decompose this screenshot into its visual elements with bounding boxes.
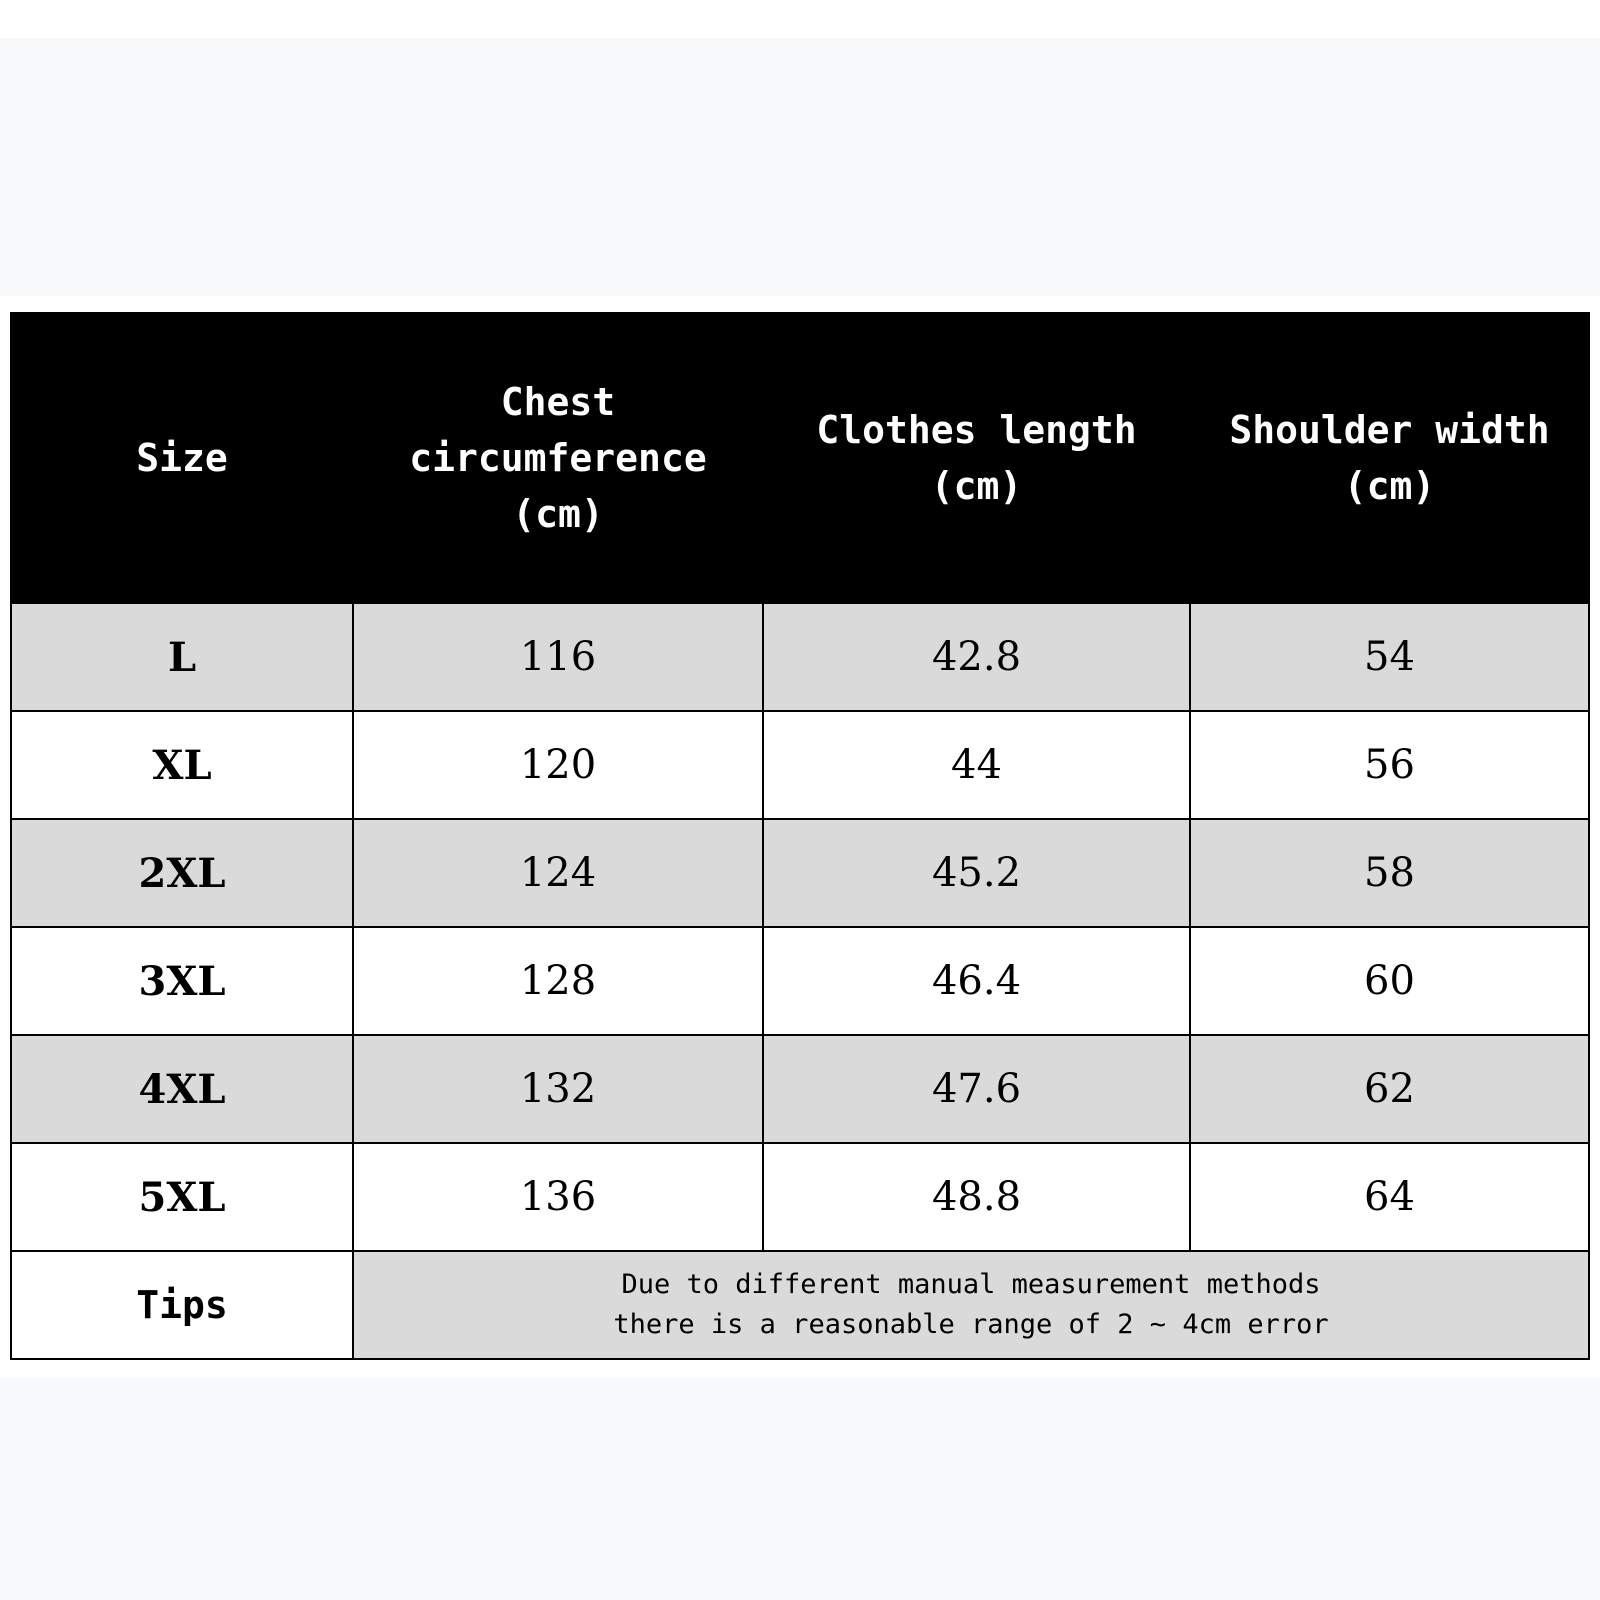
size-cell: 2XL bbox=[11, 819, 353, 927]
chest-cell: 128 bbox=[353, 927, 763, 1035]
header-length-line-1: Clothes length bbox=[816, 408, 1137, 452]
length-cell: 44 bbox=[763, 711, 1190, 819]
shoulder-cell: 62 bbox=[1190, 1035, 1589, 1143]
header-size-line: Size bbox=[136, 436, 228, 480]
header-shoulder-line-2: (cm) bbox=[1343, 464, 1436, 508]
chest-cell: 132 bbox=[353, 1035, 763, 1143]
length-cell: 46.4 bbox=[763, 927, 1190, 1035]
chest-cell: 120 bbox=[353, 711, 763, 819]
table-row bbox=[11, 819, 1589, 927]
bottom-background-band bbox=[0, 1378, 1600, 1600]
length-cell: 48.8 bbox=[763, 1143, 1190, 1251]
length-cell: 45.2 bbox=[763, 819, 1190, 927]
size-chart-table bbox=[10, 312, 1590, 1360]
length-cell: 47.6 bbox=[763, 1035, 1190, 1143]
size-cell: 5XL bbox=[11, 1143, 353, 1251]
header-shoulder bbox=[1190, 313, 1589, 603]
header-chest-line-2: circumference bbox=[409, 436, 707, 480]
size-cell: L bbox=[11, 603, 353, 711]
shoulder-cell: 64 bbox=[1190, 1143, 1589, 1251]
shoulder-cell: 56 bbox=[1190, 711, 1589, 819]
header-size bbox=[11, 313, 353, 603]
size-cell: 3XL bbox=[11, 927, 353, 1035]
header-chest-line-1: Chest bbox=[500, 380, 616, 424]
chest-cell: 124 bbox=[353, 819, 763, 927]
header-chest bbox=[353, 313, 763, 603]
tips-line-2: there is a reasonable range of 2 ~ 4cm error bbox=[613, 1309, 1329, 1340]
size-chart-frame bbox=[10, 312, 1588, 1360]
tips-row bbox=[11, 1251, 1589, 1359]
header-length bbox=[763, 313, 1190, 603]
tips-label: Tips bbox=[11, 1251, 353, 1359]
shoulder-cell: 58 bbox=[1190, 819, 1589, 927]
top-background-band bbox=[0, 38, 1600, 296]
table-row bbox=[11, 711, 1589, 819]
shoulder-cell: 54 bbox=[1190, 603, 1589, 711]
header-row bbox=[11, 313, 1589, 603]
table-row bbox=[11, 927, 1589, 1035]
header-shoulder-line-1: Shoulder width bbox=[1229, 408, 1550, 452]
header-length-line-2: (cm) bbox=[930, 464, 1023, 508]
shoulder-cell: 60 bbox=[1190, 927, 1589, 1035]
table-row bbox=[11, 1143, 1589, 1251]
tips-line-1: Due to different manual measurement methods bbox=[621, 1269, 1321, 1300]
tips-text bbox=[353, 1251, 1589, 1359]
chest-cell: 116 bbox=[353, 603, 763, 711]
chest-cell: 136 bbox=[353, 1143, 763, 1251]
length-cell: 42.8 bbox=[763, 603, 1190, 711]
table-row bbox=[11, 1035, 1589, 1143]
header-chest-line-3: (cm) bbox=[512, 492, 604, 536]
size-cell: XL bbox=[11, 711, 353, 819]
size-cell: 4XL bbox=[11, 1035, 353, 1143]
table-row bbox=[11, 603, 1589, 711]
